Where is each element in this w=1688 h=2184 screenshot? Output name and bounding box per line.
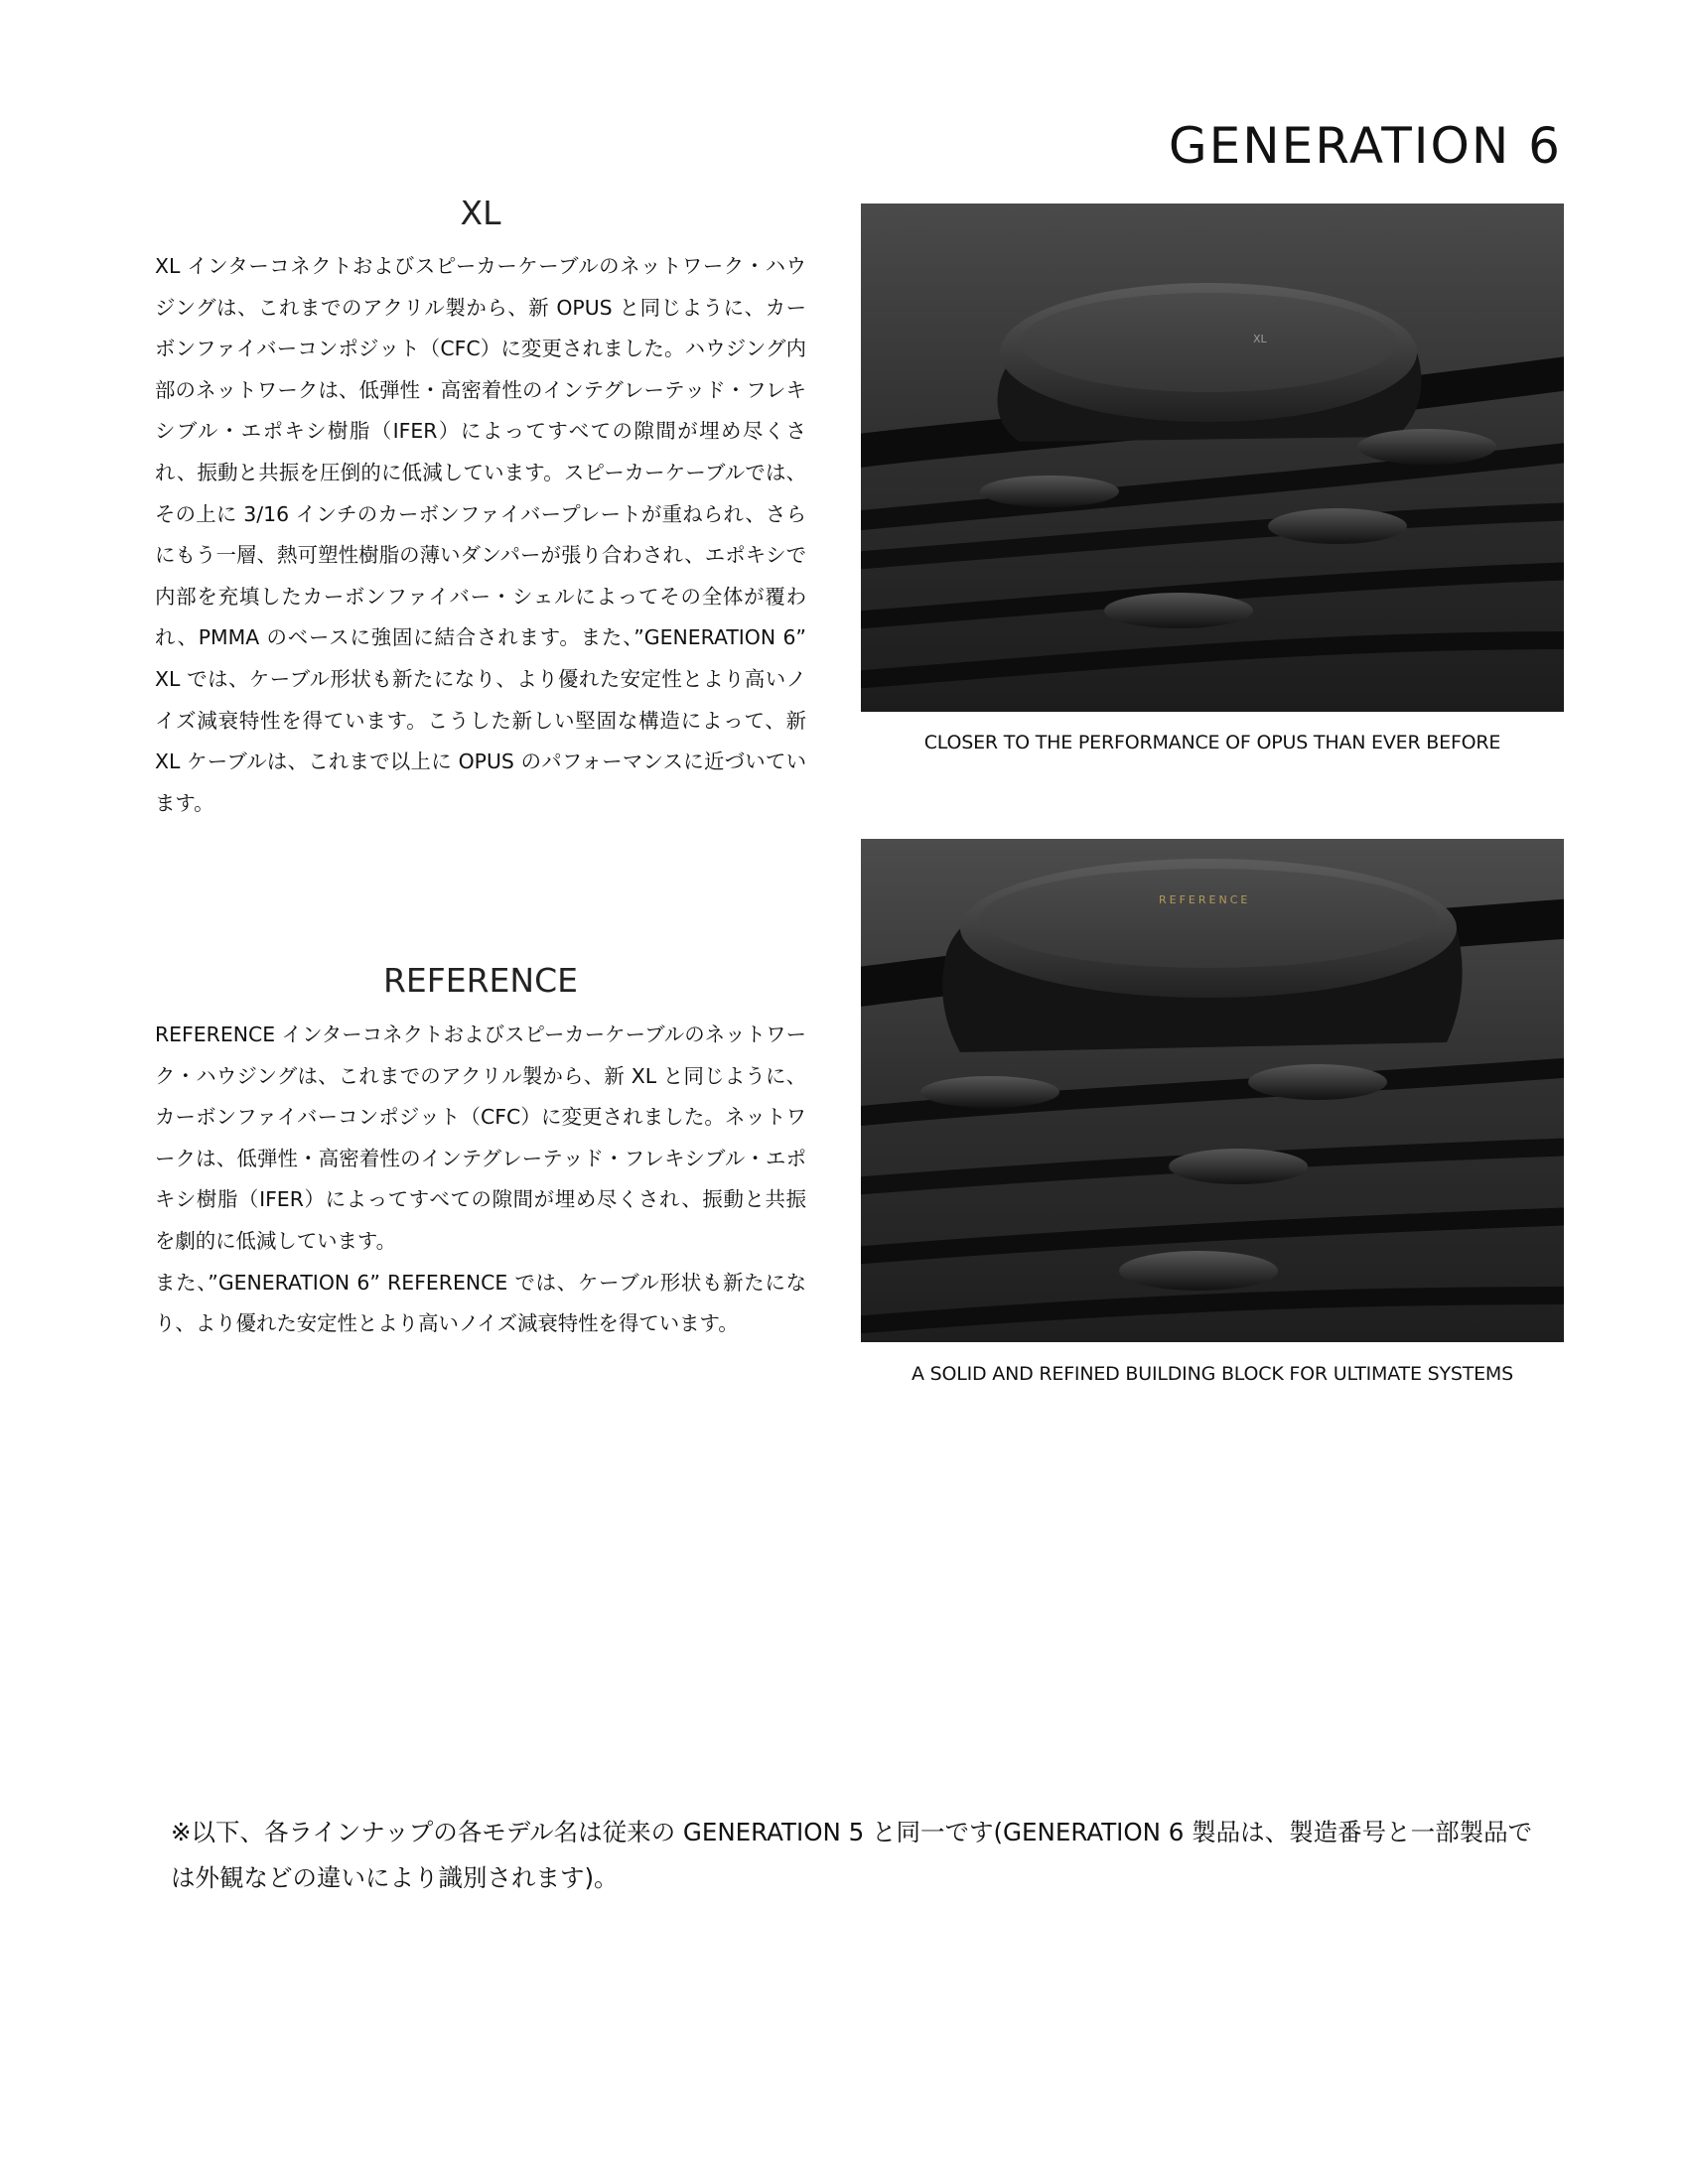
xl-cable-photo (861, 204, 1564, 712)
xl-caption: CLOSER TO THE PERFORMANCE OF OPUS THAN EVER BEFORE (923, 732, 1501, 753)
reference-caption: A SOLID AND REFINED BUILDING BLOCK FOR ULTIMATE SYSTEMS (912, 1363, 1513, 1385)
footnote: ※以下、各ラインナップの各モデル名は従来の GENERATION 5 と同一です(GENERATION 6 製品は、製造番号と一部製品では外観などの違いにより識別されます)。 (171, 1818, 1533, 1892)
xl-body (155, 246, 806, 824)
xl-heading: XL (460, 194, 501, 232)
reference-body-paragraph-1: REFERENCE インターコネクトおよびスピーカーケーブルのネットワーク・ハウジングは、これまでのアクリル製から、新 XL と同じように、カーボンファイバーコンポジット（CFC）に変更されました。ネットワークは、低弾性・高密着性のインテグレーテッド・フレキシブル・エポキシ樹脂（IFER）によってすべての隙間が埋め尽くされ、振動と共振を劇的に低減しています。 (155, 1023, 806, 1253)
reference-heading: REFERENCE (383, 961, 578, 1000)
reference-body (155, 1015, 806, 1345)
xl-logo-text: XL (1253, 333, 1267, 345)
page-title: GENERATION 6 (1168, 117, 1562, 175)
reference-body-paragraph-2: また、”GENERATION 6” REFERENCE では、ケーブル形状も新たになり、より優れた安定性とより高いノイズ減衰特性を得ています。 (155, 1270, 806, 1336)
xl-cable-illustration (861, 204, 1564, 712)
xl-body-paragraph: XL インターコネクトおよびスピーカーケーブルのネットワーク・ハウジングは、これまでのアクリル製から、新 OPUS と同じように、カーボンファイバーコンポジット（CFC）に変更されました。ハウジング内部のネットワークは、低弾性・高密着性のインテグレーテッド・フレキシブル・エポキシ樹脂（IFER）によってすべての隙間が埋め尽くされ、振動と共振を圧倒的に低減しています。スピーカーケーブルでは、その上に 3/16 インチのカーボンファイバープレートが重ねられ、さらにもう一層、熱可塑性樹脂の薄いダンパーが張り合わされ、エポキシで内部を充填したカーボンファイバー・シェルによってその全体が覆われ、PMMA のベースに強固に結合されます。また、”GENERATION 6” XL では、ケーブル形状も新たになり、より優れた安定性とより高いノイズ減衰特性を得ています。こうした新しい堅固な構造によって、新 XL ケーブルは、これまで以上に OPUS のパフォーマンスに近づいています。 (155, 254, 806, 815)
reference-cable-illustration (861, 839, 1564, 1342)
reference-logo-text: REFERENCE (1159, 893, 1251, 906)
reference-cable-photo (861, 839, 1564, 1342)
